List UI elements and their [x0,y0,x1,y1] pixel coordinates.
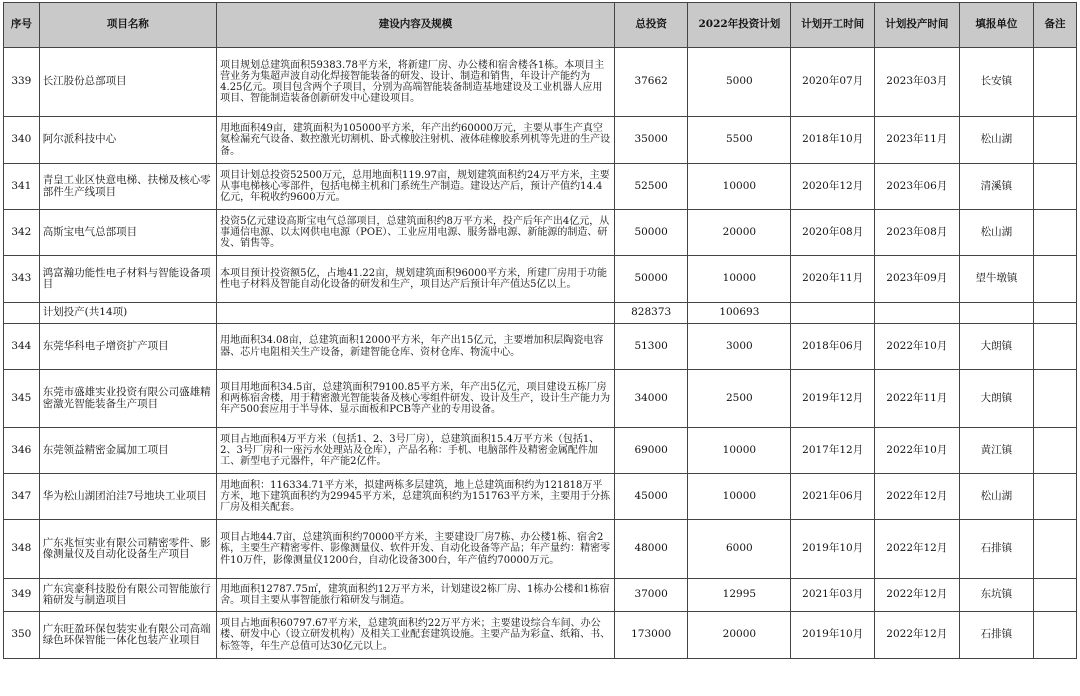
subtotal-unit [959,303,1033,324]
cell-start: 2019年10月 [791,520,875,579]
cell-total: 69000 [614,428,687,474]
cell-note [1034,164,1077,210]
cell-note [1034,256,1077,303]
cell-total: 51300 [614,324,687,370]
cell-total: 35000 [614,117,687,164]
cell-unit: 东坑镇 [959,579,1033,612]
cell-seq: 344 [4,324,40,370]
cell-content: 用地面积49亩，建筑面积为105000平方米，年产出约60000万元，主要从事生产真空氦检漏充气设备、数控激光切割机、卧式橡胶注射机、液体硅橡胶系列机等先进的生产设备。 [217,117,615,164]
cell-total: 37662 [614,48,687,117]
subtotal-label: 计划投产(共14项) [39,303,216,324]
cell-content: 项目占地44.7亩，总建筑面积约70000平方米，主要建设厂房7栋、办公楼1栋、宿舍2栋，主要生产精密零件、影像测量仪、软件开发、自动化设备等产品；年产量约：精密零件10万件，影像测量仪1200台，自动化设备300台，年产值约70000万元。 [217,520,615,579]
cell-content: 投资5亿元建设高斯宝电气总部项目，总建筑面积约8万平方米，投产后年产出4亿元，从事通信电源、以太网供电电源（POE）、工业应用电源、服务器电源、新能源的制造、研发、销售等。 [217,210,615,256]
cell-plan: 10000 [688,256,791,303]
subtotal-row [4,303,1077,324]
cell-plan: 20000 [688,210,791,256]
cell-total: 48000 [614,520,687,579]
cell-unit: 望牛墩镇 [959,256,1033,303]
header-unit: 填报单位 [959,3,1033,48]
cell-note [1034,520,1077,579]
cell-plan: 10000 [688,428,791,474]
subtotal-plan: 100693 [688,303,791,324]
cell-seq: 347 [4,474,40,520]
subtotal-seq [4,303,40,324]
header-start: 计划开工时间 [791,3,875,48]
cell-plan: 12995 [688,579,791,612]
cell-unit: 松山湖 [959,117,1033,164]
table-row [4,428,1077,474]
cell-seq: 343 [4,256,40,303]
cell-content: 用地面积12787.75㎡，建筑面积约12万平方米，计划建设2栋厂房、1栋办公楼和1栋宿舍。项目主要从事智能旅行箱研发与制造。 [217,579,615,612]
cell-unit: 大朗镇 [959,370,1033,428]
cell-start: 2017年12月 [791,428,875,474]
cell-note [1034,428,1077,474]
cell-plan: 2500 [688,370,791,428]
cell-name: 广东旺盈环保包装实业有限公司高端绿色环保智能一体化包装产业项目 [39,612,216,659]
cell-name: 高斯宝电气总部项目 [39,210,216,256]
cell-unit: 石排镇 [959,612,1033,659]
subtotal-total: 828373 [614,303,687,324]
cell-name: 青皇工业区快意电梯、扶梯及核心零部件生产线项目 [39,164,216,210]
cell-name: 广东兆恒实业有限公司精密零件、影像测量仪及自动化设备生产项目 [39,520,216,579]
cell-content: 本项目预计投资额5亿，占地41.22亩，规划建筑面积96000平方米，所建厂房用于功能性电子材料及智能自动化设备的研发和生产，项目达产后预计年产值达5亿以上。 [217,256,615,303]
table-row [4,579,1077,612]
table-row [4,612,1077,659]
table-row [4,164,1077,210]
cell-prod: 2023年11月 [875,117,960,164]
cell-seq: 342 [4,210,40,256]
cell-note [1034,579,1077,612]
cell-name: 长江股份总部项目 [39,48,216,117]
cell-plan: 10000 [688,474,791,520]
cell-plan: 6000 [688,520,791,579]
cell-start: 2020年07月 [791,48,875,117]
cell-plan: 20000 [688,612,791,659]
cell-note [1034,210,1077,256]
cell-name: 阿尔派科技中心 [39,117,216,164]
cell-start: 2020年11月 [791,256,875,303]
cell-content: 用地面积：116334.71平方米，拟建两栋多层建筑，地上总建筑面积约为121818万平方米，地下建筑面积约为29945平方米，总建筑面积约为151763平方米，主要用于分拣厂房及相关配套。 [217,474,615,520]
table-row [4,48,1077,117]
cell-prod: 2022年12月 [875,520,960,579]
table-row [4,474,1077,520]
cell-total: 50000 [614,256,687,303]
cell-plan: 10000 [688,164,791,210]
cell-seq: 339 [4,48,40,117]
cell-total: 34000 [614,370,687,428]
cell-name: 华为松山湖团泊洼7号地块工业项目 [39,474,216,520]
table-row [4,370,1077,428]
cell-name: 东莞市盛雄实业投资有限公司盛雄精密激光智能装备生产项目 [39,370,216,428]
cell-prod: 2022年11月 [875,370,960,428]
cell-unit: 松山湖 [959,474,1033,520]
header-row [4,3,1077,48]
cell-plan: 3000 [688,324,791,370]
project-table [3,2,1077,659]
cell-prod: 2022年12月 [875,612,960,659]
cell-content: 项目规划总建筑面积59383.78平方米，将新建厂房、办公楼和宿舍楼各1栋。本项目主营业务为集超声波自动化焊接智能装备的研发、设计、制造和销售，年设计产能约为4.25亿元。项目包含两个子项目，分别为高端智能装备制造基地建设及工业机器人应用项目、智能制造装备创新研发中心建设项目。 [217,48,615,117]
cell-unit: 黄江镇 [959,428,1033,474]
cell-name: 东莞领益精密金属加工项目 [39,428,216,474]
cell-content: 用地面积34.08亩，总建筑面积12000平方米，年产出15亿元，主要增加积层陶瓷电容器、芯片电阻相关生产设备，新建智能仓库、资材仓库、物流中心。 [217,324,615,370]
header-prod: 计划投产时间 [875,3,960,48]
cell-name: 广东宾豪科技股份有限公司智能旅行箱研发与制造项目 [39,579,216,612]
subtotal-start [791,303,875,324]
cell-note [1034,117,1077,164]
cell-seq: 346 [4,428,40,474]
cell-seq: 349 [4,579,40,612]
cell-unit: 大朗镇 [959,324,1033,370]
cell-start: 2018年06月 [791,324,875,370]
cell-prod: 2023年06月 [875,164,960,210]
cell-content: 项目计划总投资52500万元，总用地面积119.97亩，规划建筑面积约24万平方米，主要从事电梯核心零部件，包括电梯主机和门系统生产制造。建设达产后，预计产值约14.4亿元，年税收约9600万元。 [217,164,615,210]
cell-prod: 2022年12月 [875,474,960,520]
cell-prod: 2022年12月 [875,579,960,612]
cell-start: 2019年12月 [791,370,875,428]
cell-note [1034,474,1077,520]
table-row [4,324,1077,370]
cell-content: 项目占地面积4万平方米（包括1、2、3号厂房），总建筑面积15.4万平方米（包括1、2、3号厂房和一座污水处理站及仓库），产品名称：手机、电脑部件及精密金属配件加工、新型电子元器件，年产能2亿件。 [217,428,615,474]
cell-prod: 2023年08月 [875,210,960,256]
cell-start: 2021年06月 [791,474,875,520]
table-row [4,256,1077,303]
cell-note [1034,48,1077,117]
cell-seq: 345 [4,370,40,428]
cell-unit: 松山湖 [959,210,1033,256]
subtotal-content [217,303,615,324]
cell-total: 45000 [614,474,687,520]
cell-plan: 5500 [688,117,791,164]
header-content: 建设内容及规模 [217,3,615,48]
table-row [4,210,1077,256]
header-note: 备注 [1034,3,1077,48]
subtotal-prod [875,303,960,324]
cell-start: 2020年08月 [791,210,875,256]
cell-note [1034,324,1077,370]
cell-content: 项目占地面积60797.67平方米，总建筑面积约22万平方米；主要建设综合车间、办公楼、研发中心（设立研发机构）及相关工业配套建筑设施。主要产品为彩盒、纸箱、书、标签等，年生产总值可达30亿元以上。 [217,612,615,659]
table-row [4,117,1077,164]
cell-start: 2019年10月 [791,612,875,659]
cell-unit: 长安镇 [959,48,1033,117]
cell-start: 2021年03月 [791,579,875,612]
cell-seq: 350 [4,612,40,659]
cell-prod: 2023年03月 [875,48,960,117]
header-seq: 序号 [4,3,40,48]
header-total: 总投资 [614,3,687,48]
table-row [4,520,1077,579]
cell-unit: 石排镇 [959,520,1033,579]
cell-total: 52500 [614,164,687,210]
cell-content: 项目用地面积34.5亩，总建筑面积79100.85平方米，年产出5亿元，项目建设五栋厂房和两栋宿舍楼，用于精密激光智能装备及核心零组件研发、设计及生产，设计生产能力为年产500套应用于半导体、显示面板和PCB等产业的专用设备。 [217,370,615,428]
cell-seq: 348 [4,520,40,579]
cell-seq: 341 [4,164,40,210]
cell-prod: 2023年09月 [875,256,960,303]
cell-unit: 清溪镇 [959,164,1033,210]
cell-prod: 2022年10月 [875,428,960,474]
cell-total: 173000 [614,612,687,659]
cell-seq: 340 [4,117,40,164]
cell-prod: 2022年10月 [875,324,960,370]
cell-start: 2020年12月 [791,164,875,210]
cell-total: 37000 [614,579,687,612]
cell-name: 东莞华科电子增资扩产项目 [39,324,216,370]
cell-name: 鸿富瀚功能性电子材料与智能设备项目 [39,256,216,303]
header-name: 项目名称 [39,3,216,48]
cell-start: 2018年10月 [791,117,875,164]
cell-note [1034,612,1077,659]
header-plan: 2022年投资计划 [688,3,791,48]
cell-plan: 5000 [688,48,791,117]
subtotal-note [1034,303,1077,324]
cell-total: 50000 [614,210,687,256]
cell-note [1034,370,1077,428]
